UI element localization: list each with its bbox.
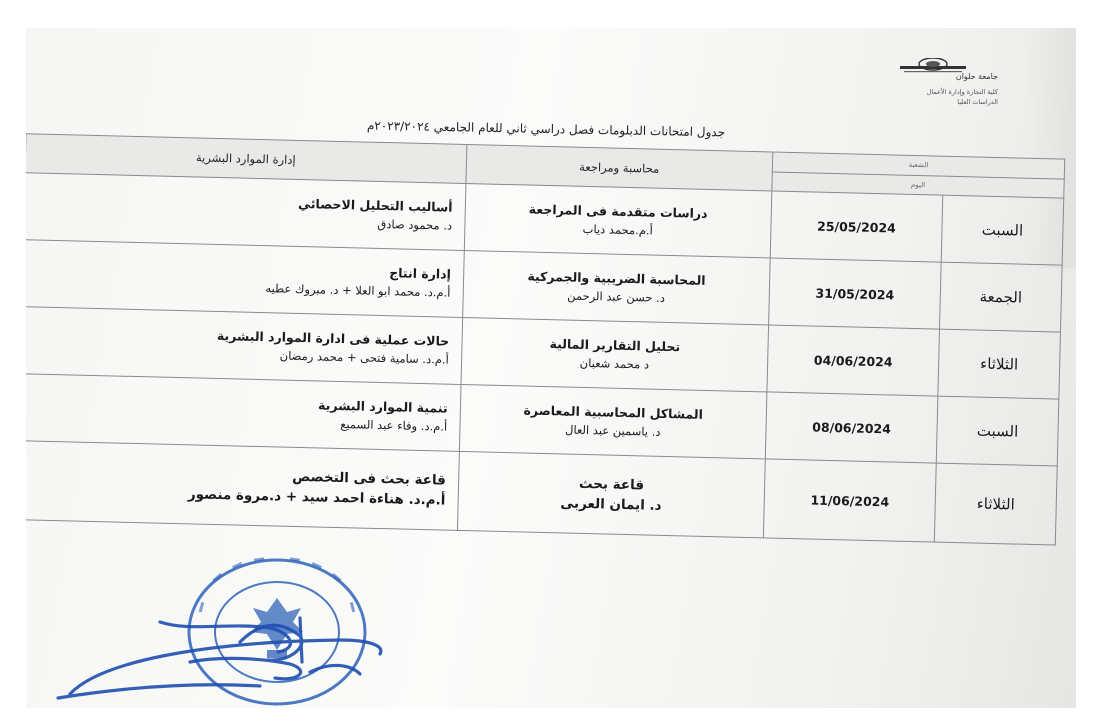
accounting-instructor: أ.م.محمد دياب bbox=[582, 221, 653, 238]
accounting-cell bbox=[461, 317, 769, 391]
signature-icon bbox=[40, 602, 400, 712]
accounting-instructor: د. ياسمين عبد العال bbox=[564, 422, 661, 439]
accounting-cell bbox=[457, 451, 765, 537]
accounting-course: دراسات متقدمة فى المراجعة bbox=[528, 201, 708, 221]
faculty-name: كلية التجارة وإدارة الأعمال bbox=[926, 88, 998, 96]
hr-cell bbox=[26, 441, 459, 531]
header-accounting: محاسبة ومراجعة bbox=[466, 145, 773, 191]
accounting-instructor: د محمد شعبان bbox=[579, 355, 650, 372]
hr-instructor: أ.م.د. هناءة احمد سيد + د.مروة منصور bbox=[187, 486, 446, 509]
university-name: جامعة حلوان bbox=[955, 72, 998, 81]
hr-course: قاعة بحث فى التخصص bbox=[292, 468, 447, 489]
row-day: السبت bbox=[936, 396, 1059, 466]
exam-schedule-table-wrap bbox=[26, 133, 1075, 599]
hr-course: أساليب التحليل الاحصائي bbox=[297, 195, 453, 215]
hr-cell bbox=[26, 173, 466, 251]
accounting-cell bbox=[462, 250, 770, 324]
hr-instructor: أ.م.د. وفاء عبد السميع bbox=[340, 416, 448, 434]
accounting-course: قاعة بحث bbox=[578, 475, 645, 494]
accounting-course: المحاسبة الضريبية والجمركية bbox=[527, 268, 706, 288]
row-date: 25/05/2024 bbox=[770, 191, 943, 262]
header-day: اليوم bbox=[772, 171, 1064, 198]
hr-course: إدارة انتاج bbox=[389, 265, 452, 282]
document-title: جدول امتحانات الدبلومات فصل دراسي ثاني للعام الجامعي ٢٠٢٣/٢٠٢٤م bbox=[366, 118, 726, 140]
department-name: الدراسات العليا bbox=[957, 98, 998, 106]
accounting-cell bbox=[459, 384, 767, 458]
row-day: الثلاثاء bbox=[934, 463, 1057, 545]
row-day: الجمعة bbox=[940, 262, 1063, 332]
row-date: 11/06/2024 bbox=[763, 459, 936, 542]
hr-cell bbox=[26, 307, 462, 385]
row-date: 04/06/2024 bbox=[767, 325, 940, 396]
accounting-course: تحليل التقارير المالية bbox=[549, 336, 681, 355]
hr-instructor: أ.م.د. محمد ابو العلا + د. مبروك عطيه bbox=[265, 280, 451, 300]
hr-cell bbox=[26, 374, 461, 452]
hr-course: تنمية الموارد البشرية bbox=[317, 397, 448, 416]
row-day: الثلاثاء bbox=[938, 329, 1061, 399]
accounting-instructor: د. ايمان العربى bbox=[560, 495, 662, 514]
row-day: السبت bbox=[941, 195, 1064, 265]
exam-schedule-table bbox=[26, 133, 1065, 545]
accounting-course: المشاكل المحاسبية المعاصرة bbox=[523, 402, 704, 422]
hr-cell bbox=[26, 240, 464, 318]
accounting-cell bbox=[464, 184, 772, 258]
row-date: 31/05/2024 bbox=[769, 258, 942, 329]
accounting-instructor: د. حسن عبد الرحمن bbox=[567, 288, 666, 305]
hr-instructor: د. محمود صادق bbox=[377, 216, 453, 233]
hr-instructor: أ.م.د. سامية فتحى + محمد رمضان bbox=[279, 348, 449, 367]
hr-course: حالات عملية فى ادارة الموارد البشرية bbox=[216, 327, 450, 349]
row-date: 08/06/2024 bbox=[765, 392, 938, 463]
header-hr: إدارة الموارد البشرية bbox=[26, 134, 467, 184]
header-section: الشعبة bbox=[772, 152, 1064, 179]
